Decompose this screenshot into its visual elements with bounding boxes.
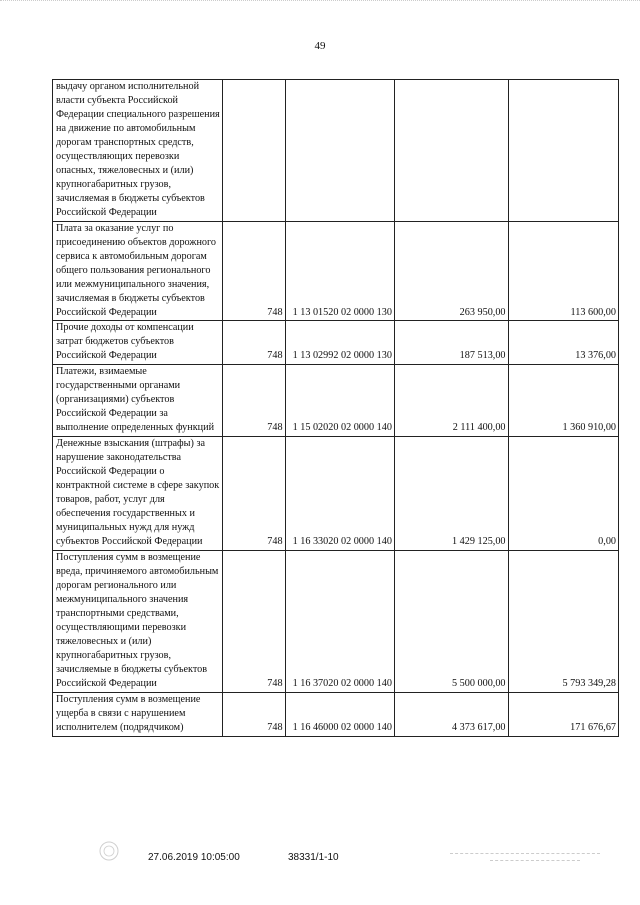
row-amount-executed: 13 376,00 <box>508 321 618 365</box>
row-description: Поступления сумм в возмещение ущерба в связи с нарушением исполнителем (подрядчиком) <box>53 692 223 736</box>
row-amount-executed: 1 360 910,00 <box>508 365 618 437</box>
row-amount-executed <box>508 80 618 222</box>
table-row <box>53 437 619 551</box>
row-admin-code <box>222 80 285 222</box>
row-budget-code <box>285 80 394 222</box>
row-admin-code: 748 <box>222 365 285 437</box>
row-budget-code: 1 13 02992 02 0000 130 <box>285 321 394 365</box>
table-row <box>53 321 619 365</box>
row-budget-code: 1 13 01520 02 0000 130 <box>285 221 394 321</box>
revenue-table <box>52 79 619 737</box>
table-row <box>53 365 619 437</box>
row-amount-planned: 5 500 000,00 <box>394 550 508 692</box>
row-description: Прочие доходы от компенсации затрат бюджетов субъектов Российской Федерации <box>53 321 223 365</box>
row-amount-planned: 263 950,00 <box>394 221 508 321</box>
row-description: выдачу органом исполнительной власти субъекта Российской Федерации специального разрешения на движение по автомобильным дорогам транспортных средств, осуществляющих перевозки опасных, тяжеловесных и (или) крупногабаритных грузов, зачисляемая в бюджеты субъектов Российской Федерации <box>53 80 223 222</box>
row-budget-code: 1 15 02020 02 0000 140 <box>285 365 394 437</box>
page-number: 49 <box>314 40 326 52</box>
row-amount-planned: 4 373 617,00 <box>394 692 508 736</box>
row-amount-executed: 5 793 349,28 <box>508 550 618 692</box>
table-row <box>53 221 619 321</box>
row-budget-code: 1 16 46000 02 0000 140 <box>285 692 394 736</box>
table-body <box>53 80 619 737</box>
row-amount-executed: 171 676,67 <box>508 692 618 736</box>
row-budget-code: 1 16 33020 02 0000 140 <box>285 437 394 551</box>
row-description: Поступления сумм в возмещение вреда, причиняемого автомобильным дорогам регионального или межмуниципального значения транспортными средствами, осуществляющими перевозки тяжеловесных и (или) крупногабаритных грузов, зачисляемые в бюджеты субъектов Российской Федерации <box>53 550 223 692</box>
faded-signature-note <box>450 847 600 861</box>
row-budget-code: 1 16 37020 02 0000 140 <box>285 550 394 692</box>
row-description: Плата за оказание услуг по присоединению объектов дорожного сервиса к автомобильным дорогам общего пользования регионального или межмуниципального значения, зачисляемая в бюджеты субъектов Российской Федерации <box>53 221 223 321</box>
row-admin-code: 748 <box>222 437 285 551</box>
row-description: Денежные взыскания (штрафы) за нарушение законодательства Российской Федерации о контрактной системе в сфере закупок товаров, работ, услуг для обеспечения государственных и муниципальных нужд для нужд субъектов Российской Федерации <box>53 437 223 551</box>
row-admin-code: 748 <box>222 550 285 692</box>
row-amount-planned: 187 513,00 <box>394 321 508 365</box>
scan-edge <box>0 0 640 7</box>
row-admin-code: 748 <box>222 692 285 736</box>
row-amount-executed: 113 600,00 <box>508 221 618 321</box>
row-amount-planned <box>394 80 508 222</box>
footer-datetime: 27.06.2019 10:05:00 <box>148 852 240 863</box>
stamp-icon <box>98 840 120 862</box>
table-row <box>53 550 619 692</box>
row-amount-planned: 1 429 125,00 <box>394 437 508 551</box>
row-admin-code: 748 <box>222 321 285 365</box>
row-amount-planned: 2 111 400,00 <box>394 365 508 437</box>
row-description: Платежи, взимаемые государственными органами (организациями) субъектов Российской Федерации за выполнение определенных функций <box>53 365 223 437</box>
row-amount-executed: 0,00 <box>508 437 618 551</box>
table-row <box>53 692 619 736</box>
footer-doc-code: 38331/1-10 <box>288 852 339 863</box>
row-admin-code: 748 <box>222 221 285 321</box>
table-row <box>53 80 619 222</box>
